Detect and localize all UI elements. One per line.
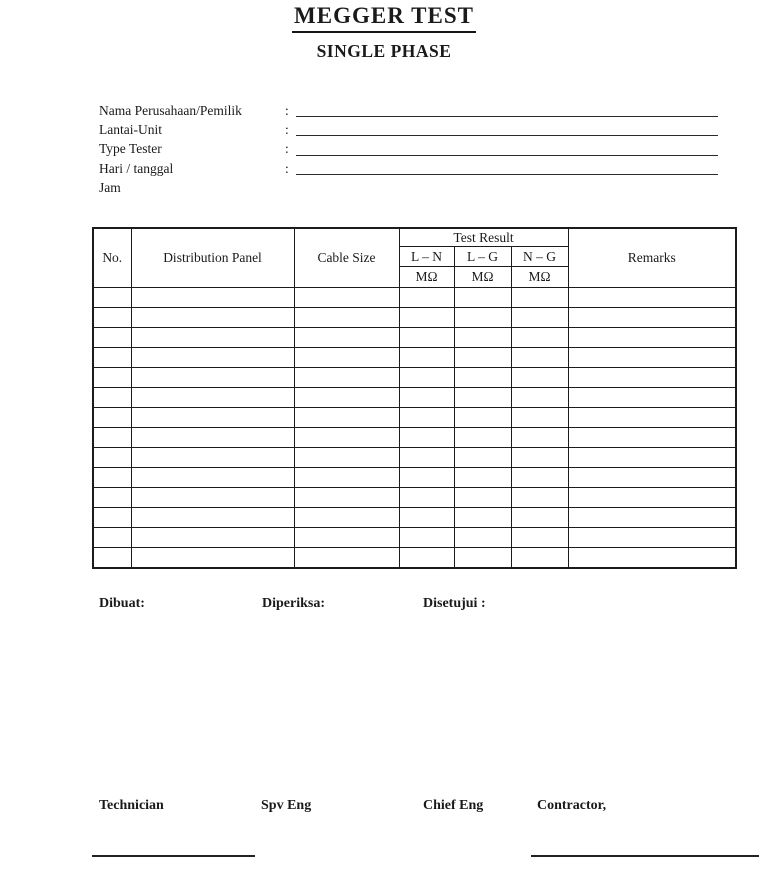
table-cell (294, 288, 399, 308)
info-field-label: Jam (99, 179, 121, 195)
table-cell (568, 548, 736, 569)
table-cell (568, 528, 736, 548)
table-cell (511, 468, 568, 488)
table-header-row-group (93, 228, 736, 247)
column-header-test-result: Test Result (399, 228, 568, 247)
table-cell (511, 428, 568, 448)
table-cell (511, 448, 568, 468)
table-cell (131, 428, 294, 448)
table-cell (399, 368, 454, 388)
role-label-technician: Technician (99, 798, 164, 813)
table-cell (568, 468, 736, 488)
table-cell (294, 528, 399, 548)
page-title-text: MEGGER TEST (292, 3, 476, 33)
table-cell (131, 548, 294, 569)
table-cell (454, 508, 511, 528)
info-field-label: Lantai-Unit (99, 122, 162, 138)
table-cell (131, 348, 294, 368)
table-cell (568, 348, 736, 368)
page-subtitle (0, 41, 768, 62)
table-cell (131, 448, 294, 468)
table-cell (294, 368, 399, 388)
table-row (93, 348, 736, 368)
table-cell (93, 468, 131, 488)
table-cell (399, 288, 454, 308)
info-field-separator: : (285, 122, 289, 138)
unit-header-l-n: MΩ (399, 267, 454, 288)
table-cell (568, 308, 736, 328)
table-cell (93, 368, 131, 388)
table-cell (93, 488, 131, 508)
table-row (93, 328, 736, 348)
table-row (93, 448, 736, 468)
table-cell (93, 388, 131, 408)
table-cell (511, 348, 568, 368)
column-header-distribution-panel: Distribution Panel (131, 228, 294, 288)
table-cell (131, 368, 294, 388)
table-cell (511, 328, 568, 348)
table-cell (399, 528, 454, 548)
table-cell (454, 548, 511, 569)
table-cell (454, 468, 511, 488)
column-header-l-g: L – G (454, 247, 511, 267)
info-field-floor-unit (99, 120, 718, 139)
info-field-tester-type (99, 139, 718, 158)
fill-in-line (296, 120, 718, 136)
unit-header-n-g: MΩ (511, 267, 568, 288)
table-cell (93, 408, 131, 428)
info-field-time (99, 178, 718, 197)
table-cell (93, 528, 131, 548)
table-cell (568, 388, 736, 408)
table-cell (511, 548, 568, 569)
column-header-no: No. (93, 228, 131, 288)
table-cell (131, 388, 294, 408)
table-cell (294, 328, 399, 348)
table-cell (511, 508, 568, 528)
table-cell (568, 508, 736, 528)
table-cell (93, 548, 131, 569)
table-cell (93, 448, 131, 468)
table-cell (131, 528, 294, 548)
table-cell (454, 408, 511, 428)
megger-test-table (92, 227, 737, 569)
table-cell (454, 488, 511, 508)
table-cell (511, 488, 568, 508)
table-cell (294, 488, 399, 508)
table-row (93, 308, 736, 328)
table-cell (399, 468, 454, 488)
fill-in-line (296, 101, 718, 117)
table-cell (568, 368, 736, 388)
table-cell (399, 328, 454, 348)
table-cell (399, 408, 454, 428)
info-field-separator: : (285, 160, 289, 176)
table-cell (511, 528, 568, 548)
table-cell (511, 408, 568, 428)
table-row (93, 488, 736, 508)
table-cell (294, 308, 399, 328)
table-body (93, 288, 736, 569)
table-cell (93, 508, 131, 528)
table-row (93, 548, 736, 569)
table-cell (399, 448, 454, 468)
table-cell (131, 308, 294, 328)
table-cell (93, 288, 131, 308)
table-cell (93, 328, 131, 348)
table-cell (131, 508, 294, 528)
table-cell (399, 388, 454, 408)
fill-in-line (296, 159, 718, 175)
table-cell (454, 528, 511, 548)
column-header-n-g: N – G (511, 247, 568, 267)
table-cell (454, 448, 511, 468)
table-cell (93, 308, 131, 328)
info-field-separator: : (285, 103, 289, 118)
table-cell (294, 388, 399, 408)
table-cell (93, 348, 131, 368)
table-row (93, 428, 736, 448)
table-row (93, 528, 736, 548)
table-cell (131, 288, 294, 308)
table-cell (454, 428, 511, 448)
table-cell (568, 328, 736, 348)
table-cell (511, 388, 568, 408)
table-cell (511, 368, 568, 388)
info-field-date (99, 159, 718, 178)
table-cell (294, 348, 399, 368)
table-cell (399, 548, 454, 569)
info-field-separator: : (285, 141, 289, 157)
table-row (93, 288, 736, 308)
table-cell (294, 508, 399, 528)
table-cell (294, 428, 399, 448)
column-header-l-n: L – N (399, 247, 454, 267)
table-cell (399, 508, 454, 528)
table-cell (454, 388, 511, 408)
signature-line-left (92, 855, 255, 857)
table-row (93, 468, 736, 488)
table-cell (454, 288, 511, 308)
role-label-contractor: Contractor, (537, 798, 607, 813)
info-field-label: Type Tester (99, 141, 162, 157)
table-cell (399, 308, 454, 328)
approval-label-disetujui: Disetujui : (423, 596, 486, 611)
table-row (93, 408, 736, 428)
table-cell (294, 408, 399, 428)
table-row (93, 368, 736, 388)
table-cell (294, 448, 399, 468)
table-cell (454, 328, 511, 348)
table-row (93, 508, 736, 528)
table-cell (294, 468, 399, 488)
unit-header-l-g: MΩ (454, 267, 511, 288)
table-cell (454, 348, 511, 368)
page-subtitle-text: SINGLE PHASE (316, 41, 452, 61)
table-cell (568, 448, 736, 468)
table-cell (511, 288, 568, 308)
column-header-cable-size: Cable Size (294, 228, 399, 288)
role-label-spv-eng: Spv Eng (261, 798, 312, 813)
table-cell (131, 488, 294, 508)
page-title (0, 3, 768, 33)
table-cell (131, 328, 294, 348)
table-cell (93, 428, 131, 448)
table-cell (454, 368, 511, 388)
approval-label-diperiksa: Diperiksa: (262, 596, 325, 611)
table-cell (399, 348, 454, 368)
column-header-remarks: Remarks (568, 228, 736, 288)
approval-label-dibuat: Dibuat: (99, 596, 145, 611)
table-cell (131, 408, 294, 428)
table-cell (399, 428, 454, 448)
table-cell (568, 488, 736, 508)
table-cell (399, 488, 454, 508)
info-fields-block (99, 101, 718, 197)
table-cell (454, 308, 511, 328)
table-cell (568, 408, 736, 428)
table-row (93, 388, 736, 408)
info-field-label: Hari / tanggal (99, 160, 174, 176)
info-field-label: Nama Perusahaan/Pemilik (99, 103, 242, 118)
table-cell (568, 288, 736, 308)
table-cell (511, 308, 568, 328)
table-cell (294, 548, 399, 569)
table-cell (568, 428, 736, 448)
signature-line-right (531, 855, 759, 857)
table-cell (131, 468, 294, 488)
info-field-company (99, 101, 718, 120)
fill-in-line (296, 139, 718, 155)
role-label-chief-eng: Chief Eng (423, 798, 484, 813)
table-header (93, 228, 736, 288)
